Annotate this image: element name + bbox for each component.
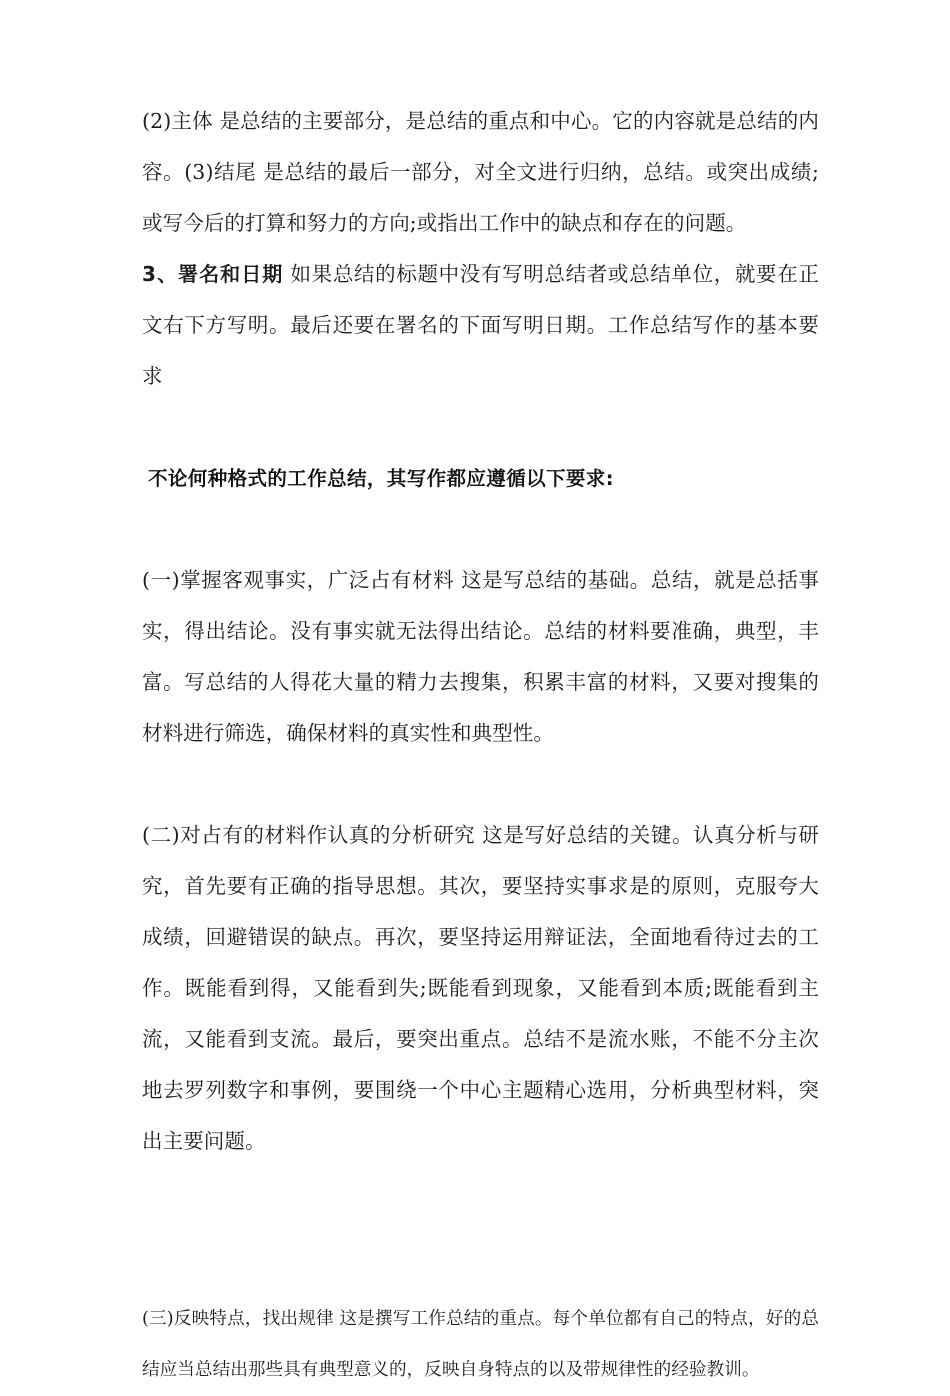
signature-section-label: 3、署名和日期 [142, 262, 284, 286]
spacer-before-section-two [142, 759, 819, 810]
paragraph-signature-and-date [142, 249, 819, 402]
paragraph-section-two: (二)对占有的材料作认真的分析研究 这是写好总结的关键。认真分析与研究，首先要有正确的指导思想。其次，要坚持实事求是的原则，克服夸大成绩，回避错误的缺点。再次，要坚持运用辩证法，全面地看待过去的工作。既能看到得，又能看到失;既能看到现象，又能看到本质;既能看到主流，又能看到支流。最后，要突出重点。总结不是流水账，不能不分主次地去罗列数字和事例，要围绕一个中心主题精心选用，分析典型材料，突出主要问题。 [142, 823, 819, 1153]
paragraph-section-one: (一)掌握客观事实，广泛占有材料 这是写总结的基础。总结，就是总括事实，得出结论。没有事实就无法得出结论。总结的材料要准确，典型，丰富。写总结的人得花大量的精力去搜集，积累丰富的材料，又要对搜集的材料进行筛选，确保材料的真实性和典型性。 [142, 568, 819, 745]
signature-section-body: 如果总结的标题中没有写明总结者或总结单位，就要在正文右下方写明。最后还要在署名的下面写明日期。工作总结写作的基本要求 [142, 262, 819, 388]
spacer-after-heading [142, 504, 819, 555]
heading-writing-requirements: 不论何种格式的工作总结，其写作都应遵循以下要求: [148, 467, 614, 490]
spacer-before-heading [142, 402, 819, 453]
spacer-before-section-three-extra [142, 1269, 819, 1294]
spacer-before-section-three [142, 1167, 819, 1269]
paragraph-section-three: (三)反映特点，找出规律 这是撰写工作总结的重点。每个单位都有自己的特点，好的总结应当总结出那些具有典型意义的，反映自身特点的以及带规律性的经验教训。 [142, 1309, 819, 1380]
document-text-column [142, 96, 819, 1396]
paragraph-structure: (2)主体 是总结的主要部分，是总结的重点和中心。它的内容就是总结的内容。(3)结尾 是总结的最后一部分，对全文进行归纳，总结。或突出成绩;或写今后的打算和努力的方向;或指出工作中的缺点和存在的问题。 [142, 109, 819, 235]
